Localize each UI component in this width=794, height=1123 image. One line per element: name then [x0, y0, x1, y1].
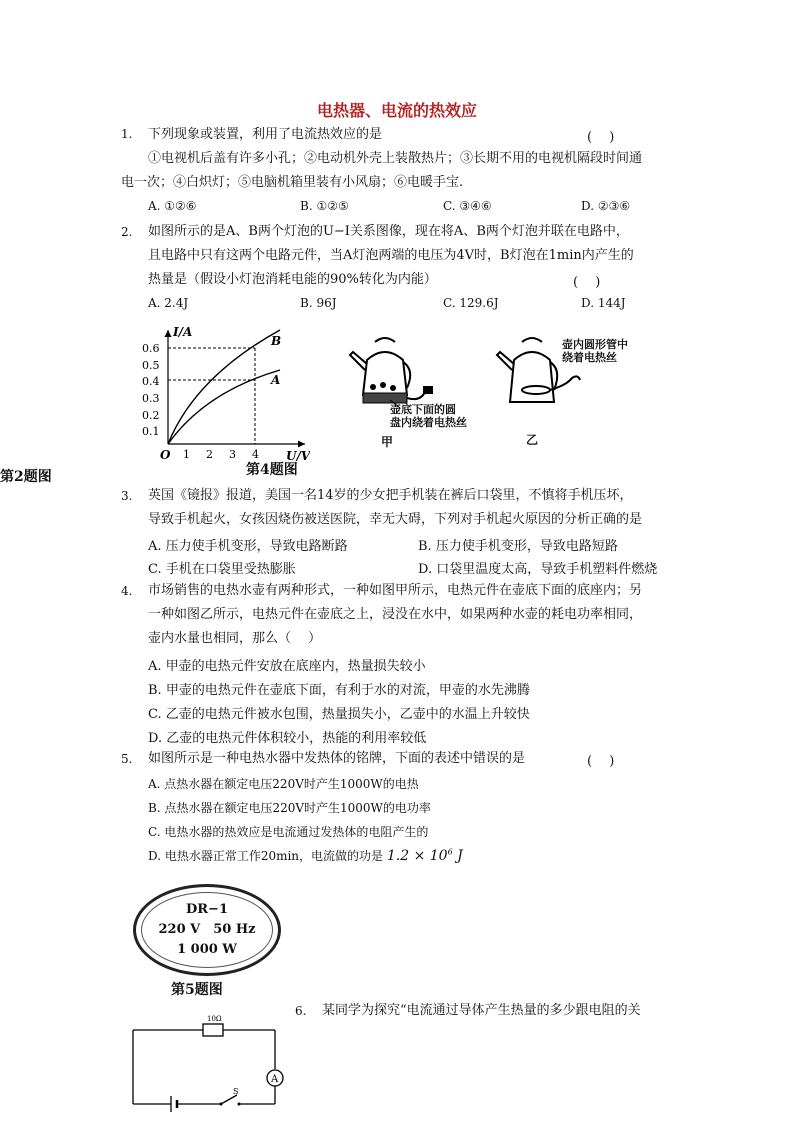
option-c: C. 乙壶的电热元件被水包围，热量损失小，乙壶中的水温上升较快	[148, 707, 530, 722]
question-text: 市场销售的电热水壶有两种形式，一种如图甲所示，电热元件在壶底下面的底座内；另	[148, 583, 643, 598]
question-text: 如图所示是一种电热水器中发热体的铭牌，下面的表述中错误的是	[148, 751, 526, 766]
question-text: 导致手机起火，女孩因烧伤被送医院，幸无大碍，下列对手机起火原因的分析正确的是	[148, 512, 643, 527]
ui-graph	[140, 322, 310, 462]
nameplate	[133, 884, 281, 976]
kettle-yi-note: 壶内圆形管中 绕着电热丝	[562, 338, 628, 364]
option-d: D. 口袋里温度太高，导致手机塑料件燃烧	[418, 562, 658, 577]
option-d: D. 144J	[581, 296, 626, 310]
option-a: A. 2.4J	[148, 296, 189, 310]
option-c: C. ③④⑥	[443, 199, 492, 213]
question-text: 某同学为探究“电流通过导体产生热量的多少跟电阻的关	[322, 1003, 641, 1018]
x-tick-label: 3	[229, 448, 236, 461]
option-a: A. 压力使手机变形，导致电路断路	[148, 539, 348, 554]
option-c: C. 手机在口袋里受热膨胀	[148, 562, 296, 577]
figure-caption-2: 第2题图	[0, 469, 52, 485]
kettle-yi-label: 乙	[526, 433, 539, 447]
question-text: 一种如图乙所示，电热元件在壶底之上，浸没在水中，如果两种水壶的耗电功率相同，	[148, 607, 643, 622]
question-text: 如图所示的是A、B两个灯泡的U−I关系图像，现在将A、B两个灯泡并联在电路中，	[148, 224, 629, 239]
question-text: 英国《镜报》报道，美国一名14岁的少女把手机装在裤后口袋里，不慎将手机压坏，	[148, 488, 633, 503]
y-tick-label: 0.4	[142, 375, 160, 388]
kettle-jia-label: 甲	[381, 435, 394, 449]
nameplate-power: 1 000 W	[177, 942, 237, 957]
option-a: A. ①②⑥	[148, 199, 197, 213]
option-b: B. 甲壶的电热元件在壶底下面，有利于水的对流，甲壶的水先沸腾	[148, 683, 530, 698]
option-c: C. 129.6J	[443, 296, 499, 310]
option-b: B. 96J	[300, 296, 337, 310]
ammeter-label: A	[271, 1074, 279, 1085]
page-title: 电热器、电流的热效应	[316, 101, 477, 120]
nameplate-model: DR−1	[185, 902, 228, 917]
curve-b	[168, 330, 280, 444]
option-a: A. 点热水器在额定电压220V时产生1000W的电热	[148, 777, 419, 791]
y-tick-label: 0.1	[142, 425, 160, 438]
figure-caption-4: 第4题图	[246, 462, 298, 478]
nameplate-rating: 220 V 50 Hz	[158, 922, 256, 937]
y-tick-label: 0.2	[142, 409, 160, 422]
option-b: B. 压力使手机变形，导致电路短路	[418, 539, 618, 554]
resistor-symbol	[203, 1024, 223, 1036]
option-b: B. 点热水器在额定电压220V时产生1000W的电功率	[148, 801, 431, 815]
question-text: 电一次；④白炽灯；⑤电脑机箱里装有小风扇；⑥电暖手宝.	[121, 175, 464, 190]
question-text: ①电视机后盖有许多小孔；②电动机外壳上装散热片；③长期不用的电视机隔段时间通	[148, 151, 643, 166]
kettle-jia-note: 壶底下面的圆 盘内绕着电热丝	[390, 403, 467, 429]
question-text: 壶内水量也相同，那么（ ）	[148, 631, 322, 646]
formula: $1.2 \times 10^6$ J	[386, 847, 463, 864]
switch-symbol	[221, 1095, 237, 1104]
x-axis-label: U/V	[286, 449, 310, 462]
option-d: D. 电热水器正常工作20min，电流做的功是 $1.2 \times 10^6$ J	[148, 847, 463, 864]
curve-a-label: A	[271, 373, 281, 387]
switch-label: S	[233, 1087, 239, 1096]
curve-b-label: B	[271, 334, 282, 348]
origin-label: O	[160, 448, 171, 462]
question-text: 热量是（假设小灯泡消耗电能的90%转化为内能）	[148, 272, 437, 287]
question-text: 下列现象或装置，利用了电流热效应的是	[148, 127, 383, 142]
x-tick-label: 2	[206, 448, 213, 461]
x-tick-label: 4	[252, 448, 259, 461]
y-tick-label: 0.3	[142, 392, 160, 405]
y-axis-label: I/A	[173, 325, 193, 339]
question-number: 6.	[295, 1004, 307, 1018]
option-b: B. ①②⑤	[300, 199, 349, 213]
resistor-label: 10Ω	[207, 1015, 222, 1023]
question-number: 1.	[121, 127, 133, 141]
y-tick-label: 0.6	[142, 342, 160, 355]
curve-a	[168, 370, 280, 444]
answer-bracket: ( )	[587, 754, 615, 769]
question-number: 2.	[121, 225, 133, 239]
option-d: D. ②③⑥	[581, 199, 631, 213]
question-number: 4.	[121, 584, 133, 598]
figure-caption-5: 第5题图	[171, 982, 223, 998]
x-tick-label: 1	[183, 448, 190, 461]
question-text: 且电路中只有这两个电路元件，当A灯泡两端的电压为4V时，B灯泡在1min内产生的	[148, 248, 634, 263]
option-a: A. 甲壶的电热元件安放在底座内，热量损失较小	[148, 659, 426, 674]
question-number: 3.	[121, 489, 133, 503]
answer-bracket: ( )	[573, 275, 601, 290]
option-c: C. 电热水器的热效应是电流通过发热体的电阻产生的	[148, 825, 429, 839]
answer-bracket: ( )	[587, 130, 615, 145]
option-d: D. 乙壶的电热元件体积较小，热能的利用率较低	[148, 731, 427, 746]
question-number: 5.	[121, 752, 133, 766]
circuit-diagram	[125, 1014, 290, 1114]
y-tick-label: 0.5	[142, 359, 160, 372]
